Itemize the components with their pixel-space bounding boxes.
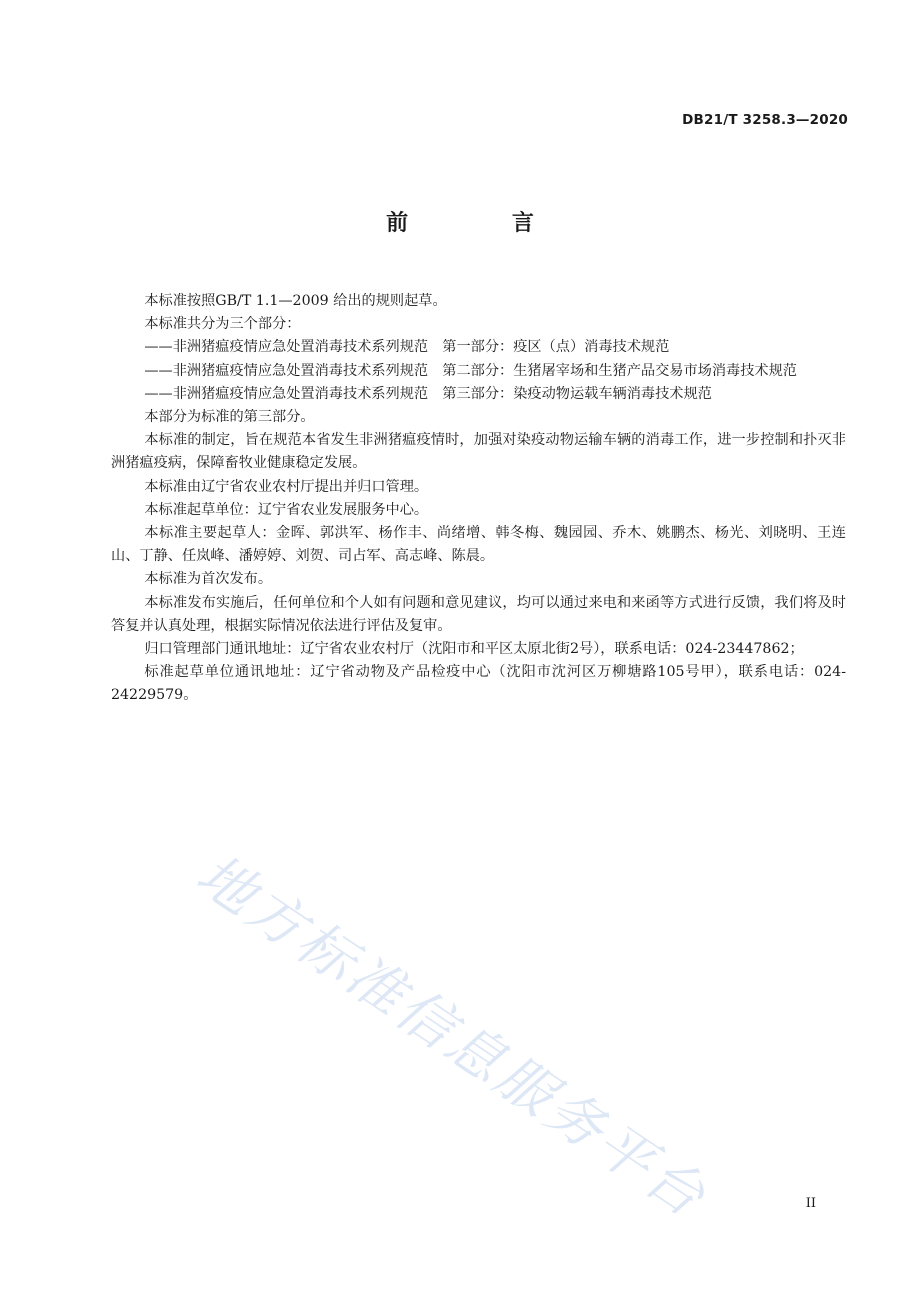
watermark: 地方标准信息服务平台: [184, 841, 719, 1232]
paragraph-proposer: 本标准由辽宁省农业农村厅提出并归口管理。: [144, 478, 429, 495]
page-title: 前 言: [386, 211, 582, 236]
paragraph-part-three: ——非洲猪瘟疫情应急处置消毒技术系列规范 第三部分：染疫动物运载车辆消毒技术规范: [144, 385, 712, 402]
paragraph-feedback: 本标准发布实施后，任何单位和个人如有问题和意见建议，均可以通过来电和来函等方式进行反馈，我们将及时答复并认真处理，根据实际情况依法进行评估及复审。: [111, 594, 846, 634]
paragraph-parts-intro: 本标准共分为三个部分：: [144, 316, 301, 333]
document-body: [111, 290, 846, 708]
paragraph-drafting-rule: 本标准按照GB/T 1.1—2009 给出的规则起草。: [144, 293, 447, 309]
paragraph-drafters: 本标准主要起草人：金晖、郭洪军、杨作丰、尚绪增、韩冬梅、魏园园、乔木、姚鹏杰、杨光、刘晓明、王连山、丁静、任岚峰、潘婷婷、刘贺、司占军、高志峰、陈晨。: [111, 525, 846, 565]
paragraph-part-one: ——非洲猪瘟疫情应急处置消毒技术系列规范 第一部分：疫区（点）消毒技术规范: [144, 339, 670, 356]
page-number: II: [805, 1196, 816, 1211]
paragraph-admin-contact: 归口管理部门通讯地址：辽宁省农业农村厅（沈阳市和平区太原北街2号），联系电话：024-23447862；: [144, 641, 804, 658]
paragraph-this-part: 本部分为标准的第三部分。: [144, 409, 315, 426]
paragraph-first-release: 本标准为首次发布。: [144, 571, 273, 588]
paragraph-drafting-unit: 本标准起草单位：辽宁省农业发展服务中心。: [144, 501, 429, 518]
document-code: DB21/T 3258.3—2020: [682, 112, 848, 128]
paragraph-drafter-contact: 标准起草单位通讯地址：辽宁省动物及产品检疫中心（沈阳市沈河区万柳塘路105号甲），联系电话：024-24229579。: [111, 664, 846, 704]
paragraph-purpose: 本标准的制定，旨在规范本省发生非洲猪瘟疫情时，加强对染疫动物运输车辆的消毒工作，进一步控制和扑灭非洲猪瘟疫病，保障畜牧业健康稳定发展。: [111, 432, 846, 472]
paragraph-part-two: ——非洲猪瘟疫情应急处置消毒技术系列规范 第二部分：生猪屠宰场和生猪产品交易市场消毒技术规范: [144, 362, 797, 379]
